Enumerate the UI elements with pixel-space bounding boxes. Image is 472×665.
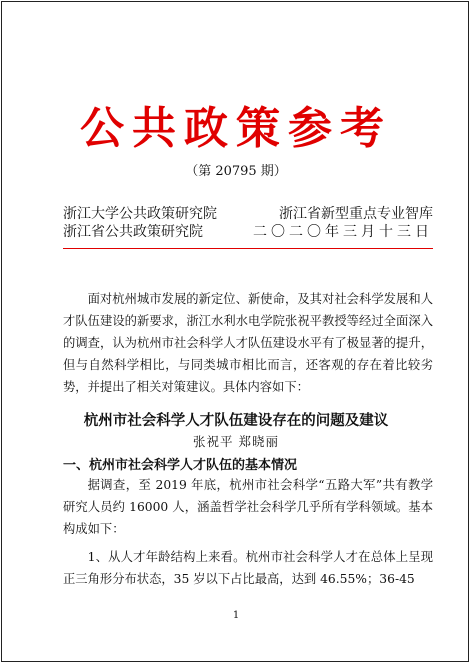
issue-number: （第 20795 期） [185,164,287,179]
article-authors: 张祝平 郑晓丽 [193,434,279,449]
section-heading: 一、杭州市社会科学人才队伍的基本情况 [63,458,298,473]
page-number: 1 [232,610,240,621]
publisher-zju: 浙江大学公共政策研究院 [63,206,217,222]
publisher-block [63,205,433,241]
publish-date: 二〇二〇年三月十三日 [253,224,433,240]
publisher-row-2 [63,223,433,241]
publisher-zj-institute: 浙江省公共政策研究院 [63,224,203,240]
body-paragraph-2: 1、从人才年龄结构上来看。杭州市社会科学人才在总体上呈现正三角形分布状态，35 岁以下占比最高，达到 46.55%；36-45 [63,550,433,586]
publisher-row-1 [63,205,433,223]
article-title: 杭州市社会科学人才队伍建设存在的问题及建议 [83,413,389,429]
red-divider [63,248,433,249]
masthead-title: 公共政策参考 [80,103,392,154]
publisher-think-tank: 浙江省新型重点专业智库 [279,206,433,222]
intro-paragraph: 面对杭州城市发展的新定位、新使命，及其对社会科学发展和人才队伍建设的新要求，浙江水利水电学院张祝平教授等经过全面深入的调查，认为杭州市社会科学人才队伍建设水平有了极显著的提升，但与自然科学相比，与同类城市相比而言，还客观的存在着比较劣势，并提出了相关对策建议。具体内容如下： [63,292,433,394]
body-paragraph-1: 据调查，至 2019 年底，杭州市社会科学“五路大军”共有教学研究人员约 16000 人，涵盖哲学社会科学几乎所有学科领域。基本构成如下： [63,478,433,536]
